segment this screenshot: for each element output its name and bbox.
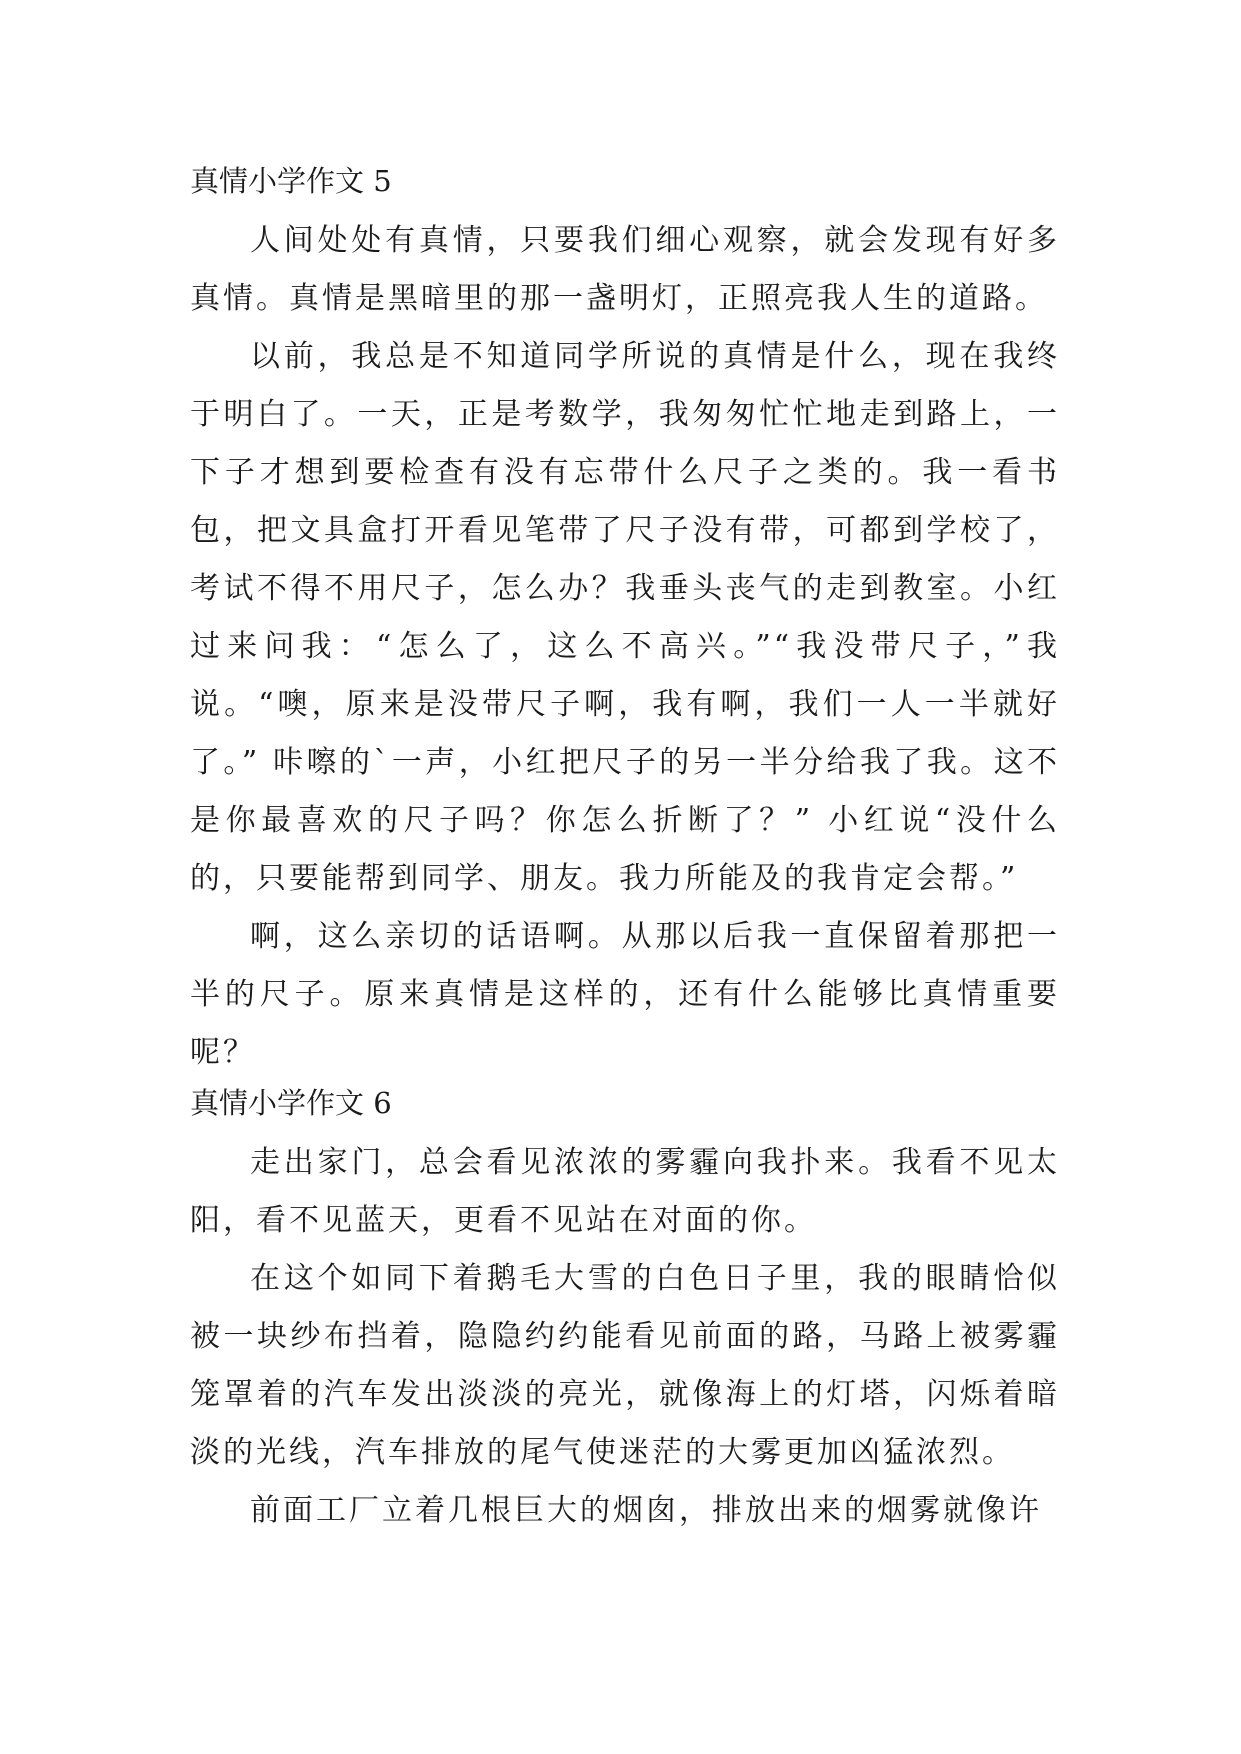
essay-paragraph: 人间处处有真情，只要我们细心观察，就会发现有好多真情。真情是黑暗里的那一盏明灯，正照亮我人生的道路。 bbox=[190, 223, 1060, 316]
essay-paragraph: 走出家门，总会看见浓浓的雾霾向我扑来。我看不见太阳，看不见蓝天，更看不见站在对面的你。 bbox=[190, 1145, 1060, 1238]
essay-section-5 bbox=[190, 160, 1060, 1082]
essay-paragraph: 前面工厂立着几根巨大的烟囱，排放出来的烟雾就像许 bbox=[250, 1493, 1042, 1528]
essay-section-6 bbox=[190, 1082, 1060, 1540]
essay-title: 真情小学作文 5 bbox=[190, 164, 392, 198]
essay-paragraph: 啊，这么亲切的话语啊。从那以后我一直保留着那把一半的尺子。原来真情是这样的，还有什么能够比真情重要呢？ bbox=[190, 919, 1060, 1070]
essay-paragraph: 以前，我总是不知道同学所说的真情是什么，现在我终于明白了。一天，正是考数学，我匆匆忙忙地走到路上，一下子才想到要检查有没有忘带什么尺子之类的。我一看书包，把文具盒打开看见笔带了尺子没有带，可都到学校了，考试不得不用尺子，怎么办？我垂头丧气的走到教室。小红过来问我：“怎么了，这么不高兴。”“我没带尺子，”我说。“噢，原来是没带尺子啊，我有啊，我们一人一半就好了。” 咔嚓的`一声，小红把尺子的另一半分给我了我。这不是你最喜欢的尺子吗？你怎么折断了？” 小红说“没什么的，只要能帮到同学、朋友。我力所能及的我肯定会帮。” bbox=[190, 339, 1060, 896]
essay-title: 真情小学作文 6 bbox=[190, 1086, 392, 1120]
essay-paragraph: 在这个如同下着鹅毛大雪的白色日子里，我的眼睛恰似被一块纱布挡着，隐隐约约能看见前面的路，马路上被雾霾笼罩着的汽车发出淡淡的亮光，就像海上的灯塔，闪烁着暗淡的光线，汽车排放的尾气使迷茫的大雾更加凶猛浓烈。 bbox=[190, 1261, 1060, 1470]
